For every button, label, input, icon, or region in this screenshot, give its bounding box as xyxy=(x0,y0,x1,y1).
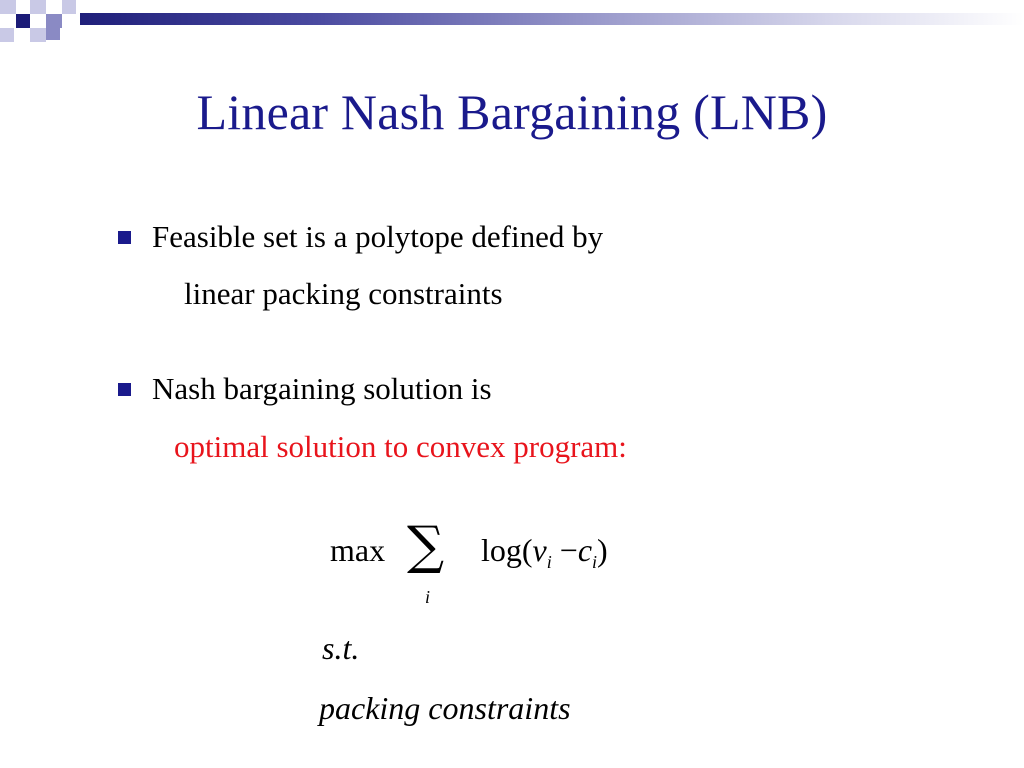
bullet-text: Feasible set is a polytope defined by xyxy=(152,219,604,254)
summation-symbol: ∑ xyxy=(407,516,445,576)
header-square xyxy=(0,28,14,42)
subject-to-label: s.t. xyxy=(322,630,360,666)
log-prefix: log( xyxy=(481,532,533,568)
header-decoration xyxy=(0,0,1024,50)
summation-index: i xyxy=(425,587,431,607)
formula-objective xyxy=(481,532,608,572)
slide-title: Linear Nash Bargaining (LNB) xyxy=(196,84,828,140)
header-square xyxy=(30,0,46,14)
close-paren: ) xyxy=(597,532,608,568)
subscript-c: i xyxy=(592,552,598,572)
header-square xyxy=(16,14,30,28)
header-square xyxy=(62,0,76,14)
header-square xyxy=(30,28,46,42)
bullet-continuation-highlight: optimal solution to convex program: xyxy=(174,429,627,464)
minus-sign: − xyxy=(559,532,578,568)
bullet-text: Nash bargaining solution is xyxy=(152,371,492,406)
constraint-label: packing constraints xyxy=(319,690,571,726)
variable-v: v xyxy=(532,532,547,568)
variable-c: c xyxy=(577,532,593,568)
square-bullet-icon xyxy=(118,383,131,396)
header-square xyxy=(46,14,62,28)
header-square xyxy=(0,0,16,14)
header-square xyxy=(46,28,60,40)
header-gradient-bar xyxy=(80,13,1024,25)
formula-max: max xyxy=(330,532,386,568)
square-bullet-icon xyxy=(118,231,131,244)
subscript-v: i xyxy=(546,552,552,572)
bullet-continuation: linear packing constraints xyxy=(184,276,503,311)
